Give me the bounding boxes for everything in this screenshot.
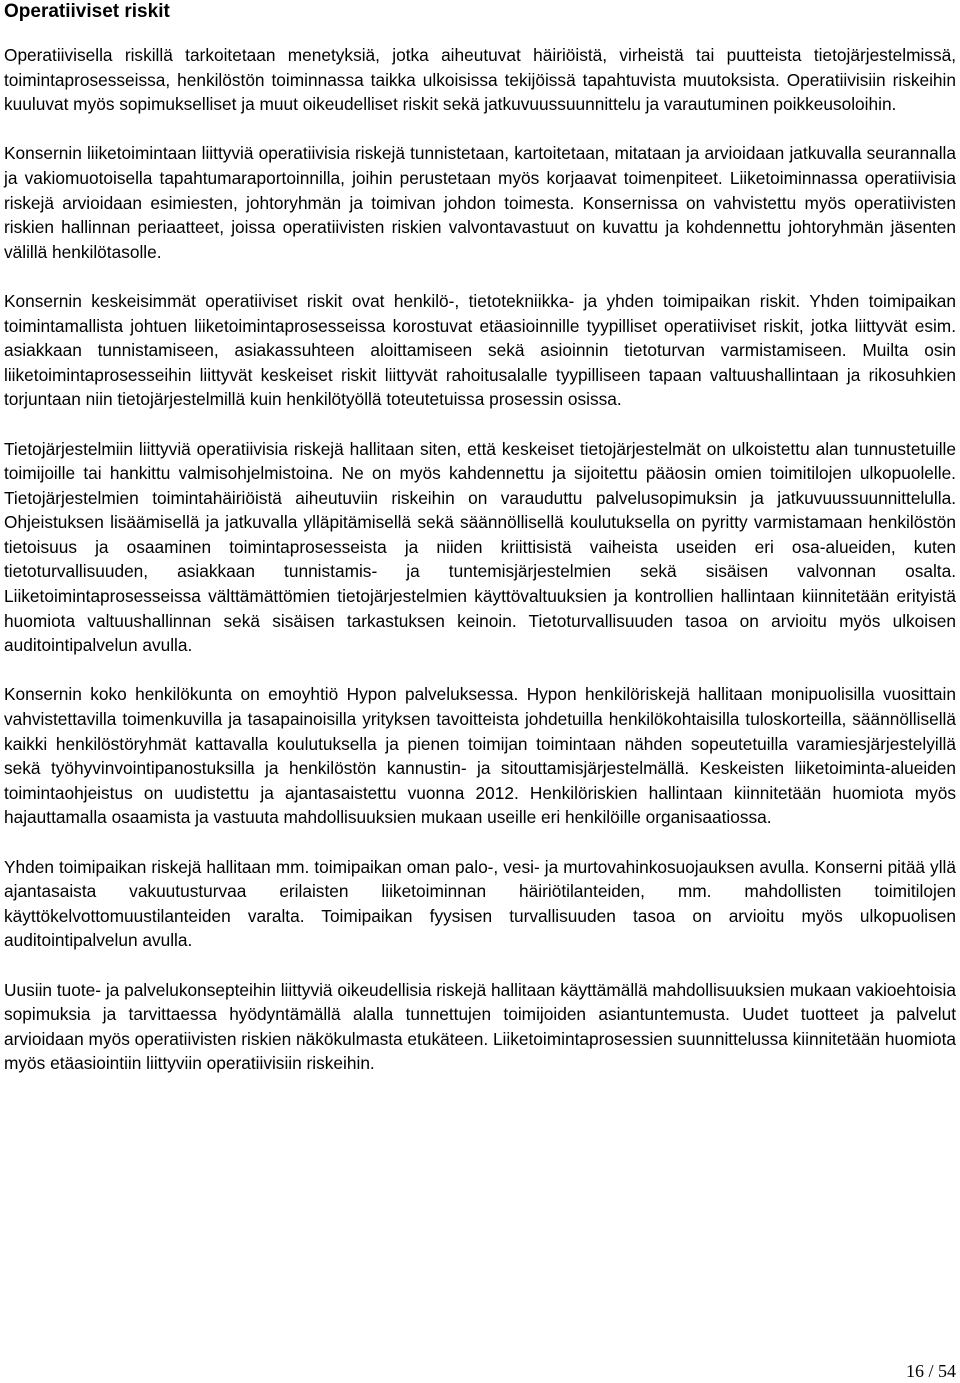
paragraph-risk-assessment: Konsernin liiketoimintaan liittyviä operatiivisia riskejä tunnistetaan, kartoitetaan, mitataan ja arvioidaan jatkuvalla seurannalla ja vakiomuotoisella tapahtumaraportoinnilla, joihin perustetaan myös korjaavat toimenpiteet. Liiketoiminnassa operatiivisia riskejä arvioidaan esimiesten, johtoryhmän ja toimivan johdon toimesta. Konsernissa on vahvistettu myös operatiivisten riskien hallinnan periaatteet, joissa operatiivisten riskien valvontavastuut on kuvattu ja kohdennettu johtoryhmän jäsenten välillä henkilötasolle. (4, 143, 956, 262)
paragraph-key-risks: Konsernin keskeisimmät operatiiviset riskit ovat henkilö-, tietotekniikka- ja yhden toimipaikan riskit. Yhden toimipaikan toimintamallista johtuen liiketoimintaprosesseissa korostuvat etäasioinnille tyypilliset operatiiviset riskit, jotka liittyvät esim. asiakkaan tunnistamiseen, asiakassuhteen aloittamiseen sekä asioinnin tietoturvan varmistamiseen. Muilta osin liiketoimintaprosesseihin liittyvät keskeiset riskit liittyvät rahoitusalalle tyypilliseen tapaan valtuushallintaan ja rikosuhkien torjuntaan niin tietojärjestelmillä kuin henkilötyöllä toteutetuissa prosessin osissa. (4, 290, 956, 410)
paragraph-it-systems: Tietojärjestelmiin liittyviä operatiivisia riskejä hallitaan siten, että keskeiset tietojärjestelmät on ulkoistettu alan tunnustetuille toimijoille tai hankittu valmisohjelmistoina. Ne on myös kahdennettu ja sijoitettu pääosin omien toimitilojen ulkopuolelle. Tietojärjestelmien toimintahäiriöistä aiheutuviin riskeihin on varauduttu palvelusopimuksin ja jatkuvuussuunnittelulla. Ohjeistuksen lisäämisellä ja jatkuvalla ylläpitämisellä sekä säännöllisellä koulutuksella on pyritty varmistamaan henkilöstön tietoisuus ja osaaminen toimintaprosesseista ja niiden kriittisistä vaiheista useiden eri osa-alueiden, kuten tietoturvallisuuden, asiakkaan tunnistamis- ja tuntemisjärjestelmien sekä sisäisen valvonnan osalta. Liiketoimintaprosesseissa välttämättömien tietojärjestelmien käyttövaltuuksien ja kontrollien hallintaan kiinnitetään erityistä huomiota valtuushallinnan sekä sisäisen tarkastuksen keinoin. Tietoturvallisuuden tasoa on arvioitu myös ulkoisen auditointipalvelun avulla. (4, 438, 956, 656)
paragraph-single-site: Yhden toimipaikan riskejä hallitaan mm. toimipaikan oman palo-, vesi- ja murtovahinkosuojauksen avulla. Konserni pitää yllä ajantasaista vakuutusturvaa erilaisten liiketoiminnan häiriötilanteiden, mm. mahdollisten toimitilojen käyttökelvottomuustilanteiden varalta. Toimipaikan fyysisen turvallisuuden tasoa on arvioitu myös ulkopuolisen auditointipalvelun avulla. (4, 856, 956, 951)
paragraph-legal-risks: Uusiin tuote- ja palvelukonsepteihin liittyviä oikeudellisia riskejä hallitaan käyttämällä mahdollisuuksien mukaan vakioehtoisia sopimuksia ja tarvittaessa hyödyntämällä alalla tunnettujen toimijoiden asiantuntemusta. Uudet tuotteet ja palvelut arvioidaan myös operatiivisten riskien näkökulmasta etukäteen. Liiketoimintaprosessien suunnittelussa kiinnitetään huomiota myös etäasiointiin liittyviin operatiivisiin riskeihin. (4, 979, 956, 1074)
page-number: 16 / 54 (905, 1361, 956, 1381)
section-heading: Operatiiviset riskit (4, 1, 170, 22)
document-page (4, 0, 956, 1101)
paragraph-personnel: Konsernin koko henkilökunta on emoyhtiö Hypon palveluksessa. Hypon henkilöriskejä hallitaan monipuolisilla vuosittain vahvistettavilla toimenkuvilla ja tasapainoisilla yrityksen tavoitteista johdetuilla henkilökohtaisilla tuloskorteilla, säännöllisellä kaikki henkilöstöryhmät kattavalla koulutuksella ja pienen toimijan toimintaan nähden sopeutetuilla varamiesjärjestelyillä sekä työhyvinvointipanostuksilla ja henkilöstön kannustin- ja sitouttamisjärjestelmällä. Keskeisten liiketoiminta-alueiden toimintaohjeistus on uudistettu ja ajantasaistettu vuonna 2012. Henkilöriskien hallintaan kiinnitetään huomiota myös hajauttamalla osaamista ja vastuuta mahdollisuuksien mukaan useille eri henkilöille organisaatiossa. (4, 684, 956, 828)
paragraph-definition: Operatiivisella riskillä tarkoitetaan menetyksiä, jotka aiheutuvat häiriöistä, virheistä tai puutteista tietojärjestelmissä, toimintaprosesseissa, henkilöstön toiminnassa taikka ulkoisissa tekijöissä tapahtuvista muutoksista. Operatiivisiin riskeihin kuuluvat myös sopimukselliset ja muut oikeudelliset riskit sekä jatkuvuussuunnittelu ja varautuminen poikkeusoloihin. (4, 45, 956, 115)
